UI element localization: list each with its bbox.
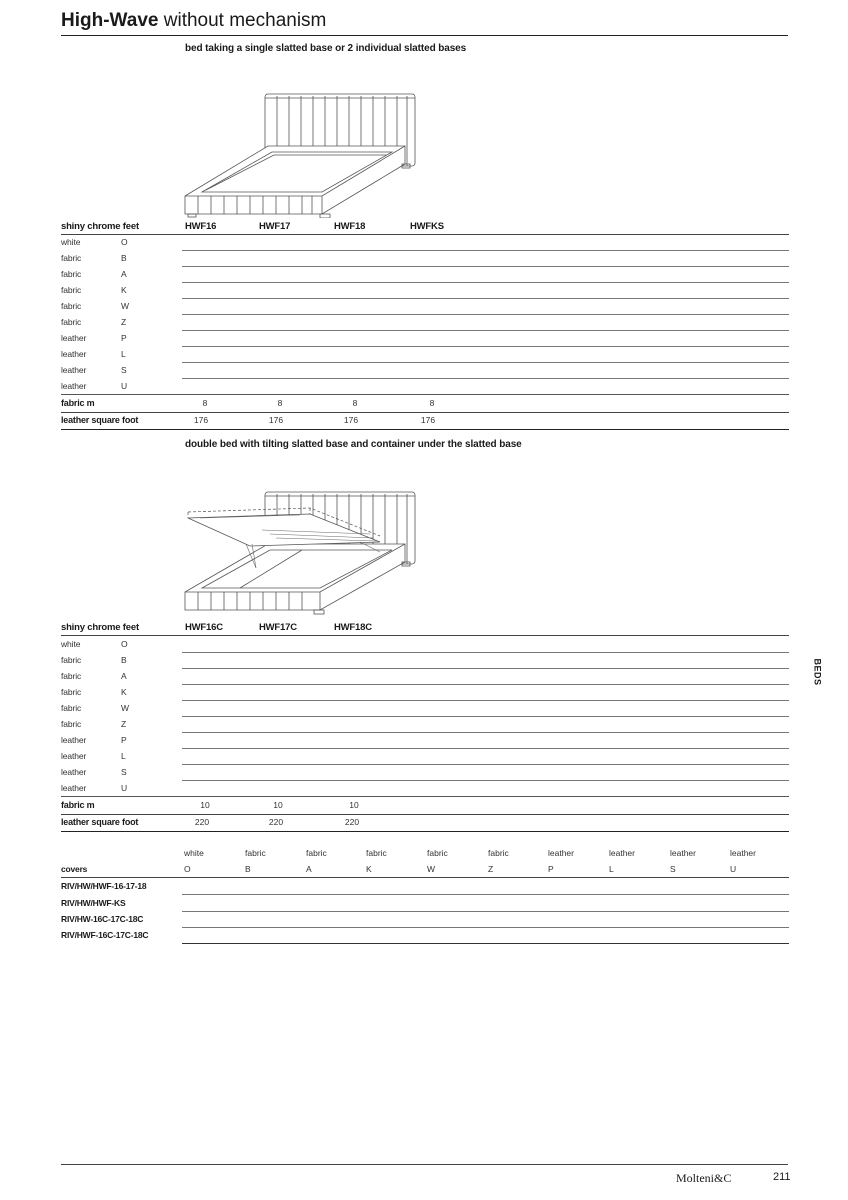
table-row bbox=[61, 765, 789, 781]
section2-feet-label: shiny chrome feet bbox=[61, 622, 139, 633]
covers-column-material: fabric bbox=[488, 848, 509, 858]
section2-subtitle: double bed with tilting slatted base and container under the slatted base bbox=[185, 439, 522, 450]
fabric-m-row bbox=[61, 395, 789, 413]
covers-column-material: fabric bbox=[366, 848, 387, 858]
table-row bbox=[61, 267, 789, 283]
table-row bbox=[61, 653, 789, 669]
fabric-m-value: 10 bbox=[349, 800, 359, 810]
table-row bbox=[61, 235, 789, 251]
brand-logo: Molteni&C bbox=[676, 1171, 732, 1185]
leather-sqft-row bbox=[61, 412, 789, 430]
table-row bbox=[61, 733, 789, 749]
covers-column-material: leather bbox=[548, 848, 574, 858]
leather-sqft-label: leather square foot bbox=[61, 415, 139, 425]
fabric-m-label: fabric m bbox=[61, 800, 95, 810]
covers-column-code: U bbox=[730, 864, 737, 874]
material-label: fabric bbox=[61, 269, 82, 279]
page-title-bold: High-Wave bbox=[61, 10, 159, 31]
covers-header bbox=[0, 848, 848, 878]
section1-subtitle: bed taking a single slatted base or 2 individual slatted bases bbox=[185, 43, 467, 54]
material-label: leather bbox=[61, 381, 87, 391]
leather-sqft-value: 176 bbox=[268, 415, 284, 425]
bed-tilting-drawing bbox=[180, 488, 420, 620]
material-code: O bbox=[121, 237, 128, 247]
covers-row-code: RIV/HWF-16C-17C-18C bbox=[61, 930, 149, 940]
material-code: K bbox=[121, 285, 127, 295]
covers-row-code: RIV/HW/HWF-16-17-18 bbox=[61, 881, 147, 891]
covers-column-material: fabric bbox=[427, 848, 448, 858]
material-code: S bbox=[121, 365, 127, 375]
material-label: leather bbox=[61, 349, 87, 359]
table-row bbox=[61, 283, 789, 299]
section2-model-header: HWF18C bbox=[334, 622, 372, 633]
covers-column-code: S bbox=[670, 864, 676, 874]
covers-row bbox=[61, 927, 789, 944]
material-label: fabric bbox=[61, 253, 82, 263]
fabric-m-label: fabric m bbox=[61, 398, 95, 408]
covers-row-code: RIV/HW/HWF-KS bbox=[61, 898, 126, 908]
fabric-m-value: 10 bbox=[200, 800, 210, 810]
covers-column-material: fabric bbox=[306, 848, 327, 858]
section1-model-header: HWF16 bbox=[185, 221, 217, 232]
section2-model-header: HWF17C bbox=[259, 622, 297, 633]
covers-row bbox=[61, 878, 789, 895]
fabric-m-value: 8 bbox=[202, 398, 208, 408]
material-code: S bbox=[121, 767, 127, 777]
table-row bbox=[61, 299, 789, 315]
section1-model-header: HWFKS bbox=[410, 221, 444, 232]
covers-column-code: B bbox=[245, 864, 251, 874]
material-label: leather bbox=[61, 783, 87, 793]
page-title bbox=[61, 9, 326, 33]
material-label: fabric bbox=[61, 301, 82, 311]
material-code: A bbox=[121, 269, 127, 279]
covers-column-material: leather bbox=[609, 848, 635, 858]
table-row bbox=[61, 717, 789, 733]
material-code: W bbox=[121, 301, 130, 311]
table-row bbox=[61, 685, 789, 701]
material-label: fabric bbox=[61, 687, 82, 697]
covers-column-code: Z bbox=[488, 864, 494, 874]
leather-sqft-value: 176 bbox=[420, 415, 436, 425]
leather-sqft-label: leather square foot bbox=[61, 817, 139, 827]
material-label: fabric bbox=[61, 317, 82, 327]
title-divider bbox=[61, 35, 788, 36]
covers-column-code: K bbox=[366, 864, 372, 874]
covers-column-material: white bbox=[184, 848, 204, 858]
covers-column-material: leather bbox=[730, 848, 756, 858]
material-label: fabric bbox=[61, 719, 82, 729]
covers-column-code: L bbox=[609, 864, 614, 874]
material-label: white bbox=[61, 639, 81, 649]
table-row bbox=[61, 781, 789, 797]
material-code: O bbox=[121, 639, 128, 649]
fabric-m-value: 8 bbox=[352, 398, 358, 408]
fabric-m-value: 8 bbox=[277, 398, 283, 408]
material-code: P bbox=[121, 735, 127, 745]
fabric-m-value: 8 bbox=[429, 398, 435, 408]
section2-table-top-rule bbox=[61, 635, 789, 636]
table-row bbox=[61, 347, 789, 363]
material-label: fabric bbox=[61, 655, 82, 665]
material-label: leather bbox=[61, 751, 87, 761]
material-code: P bbox=[121, 333, 127, 343]
covers-row bbox=[61, 911, 789, 928]
leather-sqft-value: 220 bbox=[268, 817, 284, 827]
material-label: fabric bbox=[61, 703, 82, 713]
section2-model-header: HWF16C bbox=[185, 622, 223, 633]
material-label: fabric bbox=[61, 285, 82, 295]
leather-sqft-value: 176 bbox=[343, 415, 359, 425]
covers-column-material: fabric bbox=[245, 848, 266, 858]
material-code: Z bbox=[121, 719, 127, 729]
page-title-rest: without mechanism bbox=[163, 10, 327, 31]
material-label: leather bbox=[61, 333, 87, 343]
section1-model-header: HWF18 bbox=[334, 221, 366, 232]
material-code: L bbox=[121, 349, 126, 359]
table-row bbox=[61, 251, 789, 267]
material-code: L bbox=[121, 751, 126, 761]
leather-sqft-value: 220 bbox=[344, 817, 360, 827]
material-code: B bbox=[121, 253, 127, 263]
table-row bbox=[61, 363, 789, 379]
page-number: 211 bbox=[773, 1171, 791, 1183]
fabric-m-row bbox=[61, 797, 789, 815]
leather-sqft-value: 220 bbox=[194, 817, 210, 827]
table-row bbox=[61, 637, 789, 653]
material-label: leather bbox=[61, 365, 87, 375]
material-label: leather bbox=[61, 767, 87, 777]
leather-sqft-row bbox=[61, 814, 789, 832]
fabric-m-value: 10 bbox=[273, 800, 283, 810]
covers-column-code: O bbox=[184, 864, 191, 874]
material-code: Z bbox=[121, 317, 127, 327]
section1-feet-label: shiny chrome feet bbox=[61, 221, 139, 232]
covers-column-code: A bbox=[306, 864, 312, 874]
covers-row-code: RIV/HW-16C-17C-18C bbox=[61, 914, 144, 924]
table-row bbox=[61, 379, 789, 395]
bed-single-drawing bbox=[180, 92, 420, 218]
table-row bbox=[61, 315, 789, 331]
side-tab-label: BEDS bbox=[812, 658, 823, 686]
table-row bbox=[61, 701, 789, 717]
material-code: B bbox=[121, 655, 127, 665]
material-code: U bbox=[121, 783, 128, 793]
material-label: white bbox=[61, 237, 81, 247]
material-code: U bbox=[121, 381, 128, 391]
footer-divider bbox=[61, 1164, 788, 1165]
covers-label: covers bbox=[61, 864, 88, 874]
section1-model-header: HWF17 bbox=[259, 221, 291, 232]
covers-column-code: P bbox=[548, 864, 554, 874]
material-label: fabric bbox=[61, 671, 82, 681]
section-side-tab bbox=[812, 655, 842, 695]
table-row bbox=[61, 669, 789, 685]
material-code: K bbox=[121, 687, 127, 697]
table-row bbox=[61, 749, 789, 765]
material-code: A bbox=[121, 671, 127, 681]
table-row bbox=[61, 331, 789, 347]
covers-column-material: leather bbox=[670, 848, 696, 858]
leather-sqft-value: 176 bbox=[193, 415, 209, 425]
material-code: W bbox=[121, 703, 130, 713]
material-label: leather bbox=[61, 735, 87, 745]
covers-column-code: W bbox=[427, 864, 436, 874]
covers-row bbox=[61, 895, 789, 912]
